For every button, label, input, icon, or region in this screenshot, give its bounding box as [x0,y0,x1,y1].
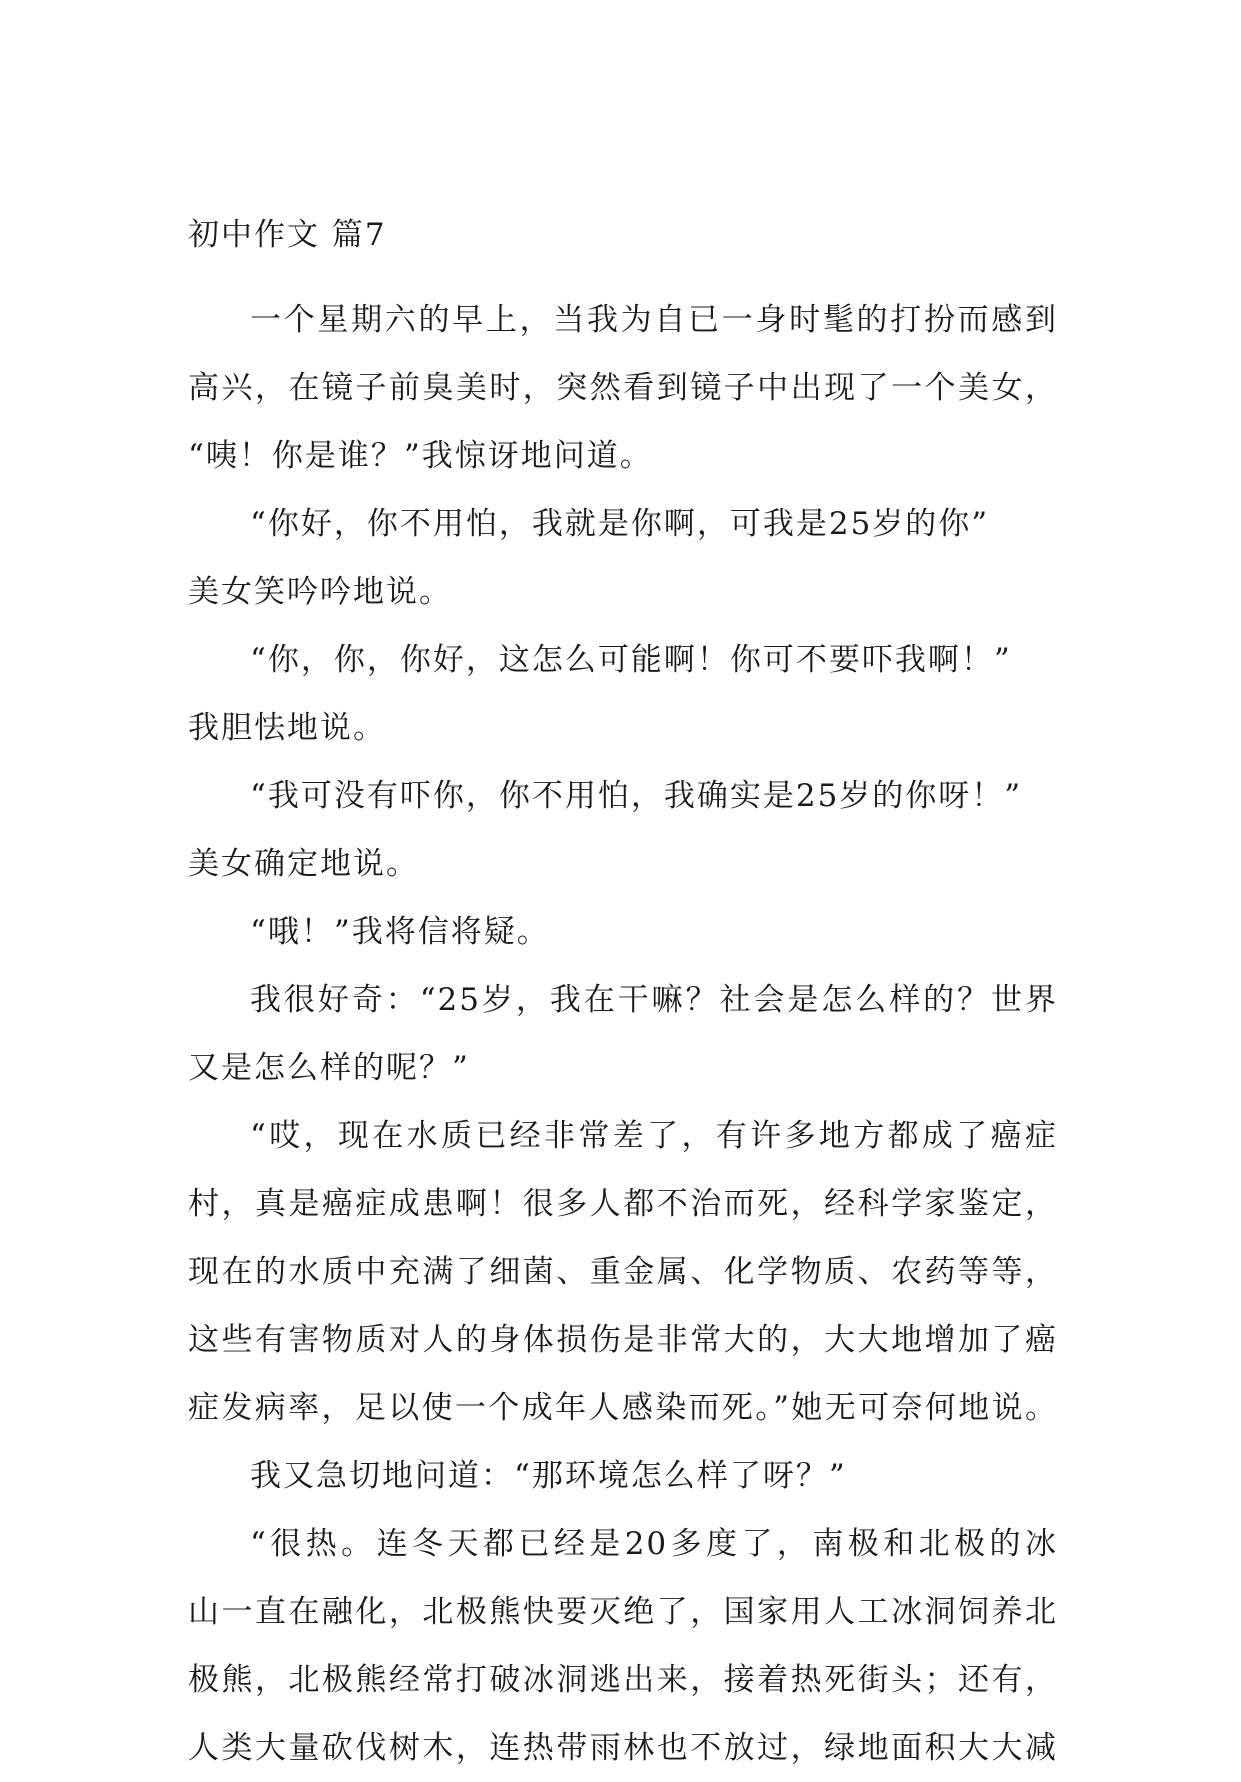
paragraph-8 [188,1442,1058,1510]
paragraph-3 [188,626,1058,762]
text-line: 村，真是癌症成患啊！很多人都不治而死，经科学家鉴定， [188,1186,1058,1222]
document-body [188,218,1058,1782]
text-line: 我又急切地问道：“那环境怎么样了呀？” [250,1458,847,1494]
text-line: 极熊，北极熊经常打破冰洞逃出来，接着热死街头；还有， [188,1662,1058,1698]
text-line: 山一直在融化，北极熊快要灭绝了，国家用人工冰洞饲养北 [188,1594,1058,1630]
document-title: 初中作文 篇7 [188,217,387,253]
text-line: 人类大量砍伐树木，连热带雨林也不放过，绿地面积大大减 [188,1730,1058,1766]
paragraph-4 [188,762,1058,898]
text-line: “你，你，你好，这怎么可能啊！你可不要吓我啊！” [250,642,1012,678]
text-line: 美女确定地说。 [188,846,419,882]
text-line: 症发病率，足以使一个成年人感染而死。”她无可奈何地说。 [188,1390,1058,1426]
text-line: “我可没有吓你，你不用怕，我确实是25岁的你呀！” [250,778,1023,814]
text-line: 我胆怯地说。 [188,710,386,746]
text-line: “哦！”我将信将疑。 [250,914,550,950]
text-line: 这些有害物质对人的身体损伤是非常大的，大大地增加了癌 [188,1322,1058,1358]
text-line: 我很好奇：“25岁，我在干嘛？社会是怎么样的？世界 [250,982,1058,1018]
text-line: “你好，你不用怕，我就是你啊，可我是25岁的你” [250,506,990,542]
text-line: “咦！你是谁？”我惊讶地问道。 [188,438,653,474]
text-line: “很热。连冬天都已经是20多度了，南极和北极的冰 [250,1526,1058,1562]
paragraph-5 [188,898,1058,966]
text-line: “哎，现在水质已经非常差了，有许多地方都成了癌症 [250,1118,1058,1154]
text-line: 高兴，在镜子前臭美时，突然看到镜子中出现了一个美女， [188,370,1058,406]
text-line: 一个星期六的早上，当我为自已一身时髦的打扮而感到 [250,302,1058,338]
paragraph-1 [188,286,1058,490]
paragraph-2 [188,490,1058,626]
paragraph-9 [188,1510,1058,1782]
text-line: 美女笑吟吟地说。 [188,574,452,610]
paragraph-6 [188,966,1058,1102]
text-line: 又是怎么样的呢？” [188,1050,470,1086]
text-line: 现在的水质中充满了细菌、重金属、化学物质、农药等等， [188,1254,1058,1290]
paragraph-7 [188,1102,1058,1442]
